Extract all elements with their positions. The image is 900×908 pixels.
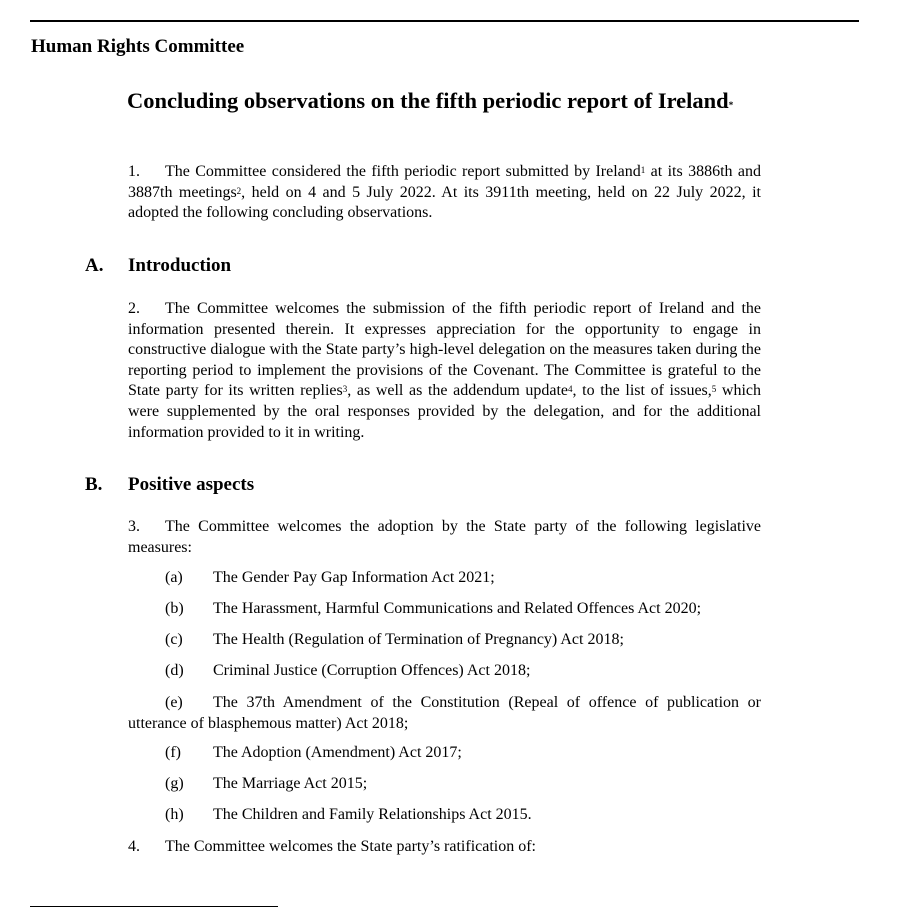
list-item <box>165 806 532 824</box>
paragraph-text: which were supplemented by the oral responses provided by the delegation, and for the additional information provided to it in writing. <box>128 382 761 441</box>
paragraph-text: , to the list of issues, <box>572 382 712 400</box>
list-item-label: (c) <box>165 631 183 648</box>
list-item-label: (f) <box>165 744 181 761</box>
footnote-ref-4[interactable]: 4 <box>568 384 573 395</box>
section-letter: A. <box>85 255 104 276</box>
footnote-ref-1[interactable]: 1 <box>640 165 646 175</box>
section-heading-introduction <box>85 255 231 277</box>
footnote-separator <box>30 906 278 907</box>
list-item-label: (b) <box>165 600 184 617</box>
paragraph-number: 1. <box>128 163 140 180</box>
section-heading-positive-aspects <box>85 474 254 496</box>
paragraph-number: 4. <box>128 838 140 855</box>
list-item-text: The Children and Family Relationships Act 2015. <box>213 806 532 823</box>
list-item <box>128 693 761 734</box>
list-item <box>165 569 495 587</box>
section-letter: B. <box>85 474 103 495</box>
list-item <box>165 662 530 680</box>
paragraph-4 <box>128 837 761 858</box>
list-item <box>165 744 462 762</box>
list-item-label: (d) <box>165 662 184 679</box>
paragraph-text: The Committee welcomes the submission of the fifth periodic report of Ireland and the information presented therein. It expresses appreciation for the opportunity to engage in constructive dialogue with the State party’s high-level delegation on the measures taken during the reporting period to implement the provisions of the Covenant. The Committee is grateful to the State party for its written replies <box>128 300 761 400</box>
list-item-text: The Marriage Act 2015; <box>213 775 368 792</box>
list-item-text: The Adoption (Amendment) Act 2017; <box>213 744 462 761</box>
title-text: Concluding observations on the fifth periodic report of Ireland <box>127 88 729 113</box>
list-item-label: (a) <box>165 569 183 586</box>
paragraph-text: at its 3886th and 3887th meetings <box>128 163 761 201</box>
section-title: Positive aspects <box>128 474 255 495</box>
paragraph-text: The Committee considered the fifth periodic report submitted by Ireland <box>165 163 641 180</box>
footnote-ref-5[interactable]: 5 <box>711 384 717 395</box>
list-item-text: The Harassment, Harmful Communications and Related Offences Act 2020; <box>213 600 702 617</box>
paragraph-3 <box>128 517 761 558</box>
section-title: Introduction <box>128 255 232 276</box>
paragraph-text: , as well as the addendum update <box>347 382 569 400</box>
list-item-text: The 37th Amendment of the Constitution (Repeal of offence of publication or utterance of blasphemous matter) Act 2018; <box>128 694 761 732</box>
title-footnote-mark: * <box>728 100 734 110</box>
top-rule <box>30 20 859 22</box>
list-item-text: The Health (Regulation of Termination of Pregnancy) Act 2018; <box>213 631 624 648</box>
committee-name: Human Rights Committee <box>31 36 245 57</box>
footnote-ref-3[interactable]: 3 <box>342 384 348 395</box>
paragraph-number: 3. <box>128 518 140 535</box>
document-title <box>127 88 767 114</box>
paragraph-text: , held on 4 and 5 July 2022. At its 3911th meeting, held on 22 July 2022, it adopted the following concluding observations. <box>128 183 761 222</box>
paragraph-number: 2. <box>128 300 140 317</box>
list-item-text: The Gender Pay Gap Information Act 2021; <box>213 569 495 586</box>
paragraph-text: The Committee welcomes the adoption by the State party of the following legislative measures: <box>128 518 761 556</box>
list-item-label: (e) <box>165 694 183 711</box>
paragraph-1 <box>128 162 761 224</box>
list-item <box>165 631 624 649</box>
list-item-text: Criminal Justice (Corruption Offences) Act 2018; <box>213 662 531 679</box>
footnote-ref-2[interactable]: 2 <box>236 185 242 196</box>
list-item <box>165 775 367 793</box>
list-item-label: (g) <box>165 775 184 792</box>
paragraph-text: The Committee welcomes the State party’s ratification of: <box>165 838 536 855</box>
list-item <box>165 600 701 618</box>
paragraph-2 <box>128 299 761 443</box>
list-item-label: (h) <box>165 806 184 823</box>
